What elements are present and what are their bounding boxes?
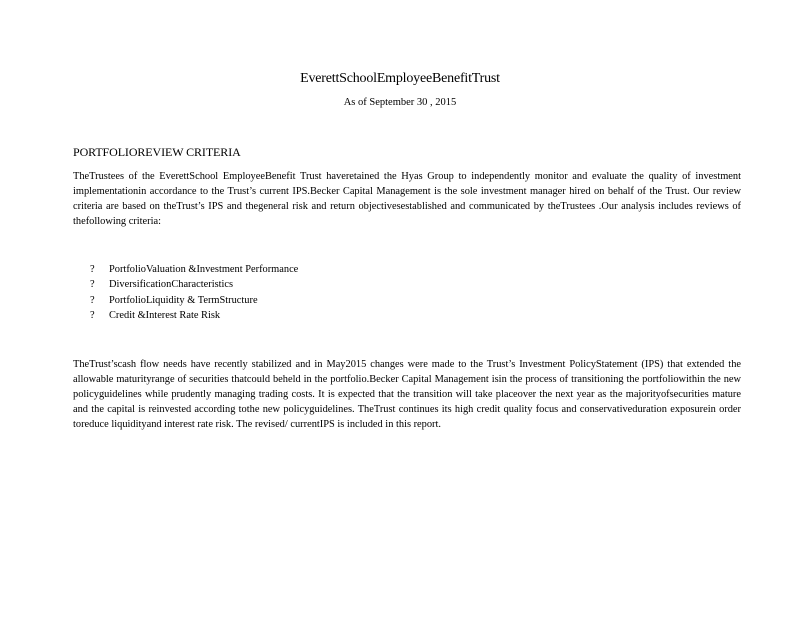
document-title: EverettSchoolEmployeeBenefitTrust: [300, 71, 500, 86]
list-item: [90, 293, 298, 308]
list-item-text: Credit &Interest Rate Risk: [109, 309, 221, 321]
list-item: [90, 308, 298, 323]
list-item-text: PortfolioLiquidity & TermStructure: [109, 294, 258, 306]
section-heading: PORTFOLIOREVIEW CRITERIA: [73, 145, 241, 159]
bullet-icon: ?: [90, 279, 95, 291]
intro-paragraph: TheTrustees of the EverettSchool EmployeeBenefit Trust haveretained the Hyas Group to independently monitor and evaluate the quality of investment implementationin accordance to the Trust’s current IPS.Becker Capital Management is the sole investment manager hired on behalf of the Trust. Our review criteria are based on theTrust’s IPS and thegeneral risk and return objectivesestablished and communicated by theTrustees .Our analysis includes reviews of thefollowing criteria:: [73, 171, 741, 227]
criteria-list: [90, 262, 298, 323]
bullet-icon: ?: [90, 294, 95, 306]
list-item-text: DiversificationCharacteristics: [109, 279, 234, 291]
list-item: [90, 262, 298, 277]
bullet-icon: ?: [90, 264, 95, 275]
list-item-text: PortfolioValuation &Investment Performance: [109, 264, 299, 275]
cash-flow-paragraph: TheTrust’scash flow needs have recently stabilized and in May2015 changes were made to the Trust’s Investment PolicyStatement (IPS) that extended the allowable maturityrange of securities thatcould beheld in the portfolio.Becker Capital Management isin the process of transitioning the portfoliowithin the new policyguidelines while prudently managing trading costs. It is expected that the transition will take placeover the next year as the majorityofsecurities mature and the capital is reinvested according tothe new policyguidelines. TheTrust continues its high credit quality focus and conservativeduration exposurein order toreduce liquidityand interest rate risk. The revised/ currentIPS is included in this report.: [73, 359, 741, 430]
bullet-icon: ?: [90, 309, 95, 321]
list-item: [90, 277, 298, 292]
document-date: As of September 30 , 2015: [343, 97, 457, 108]
